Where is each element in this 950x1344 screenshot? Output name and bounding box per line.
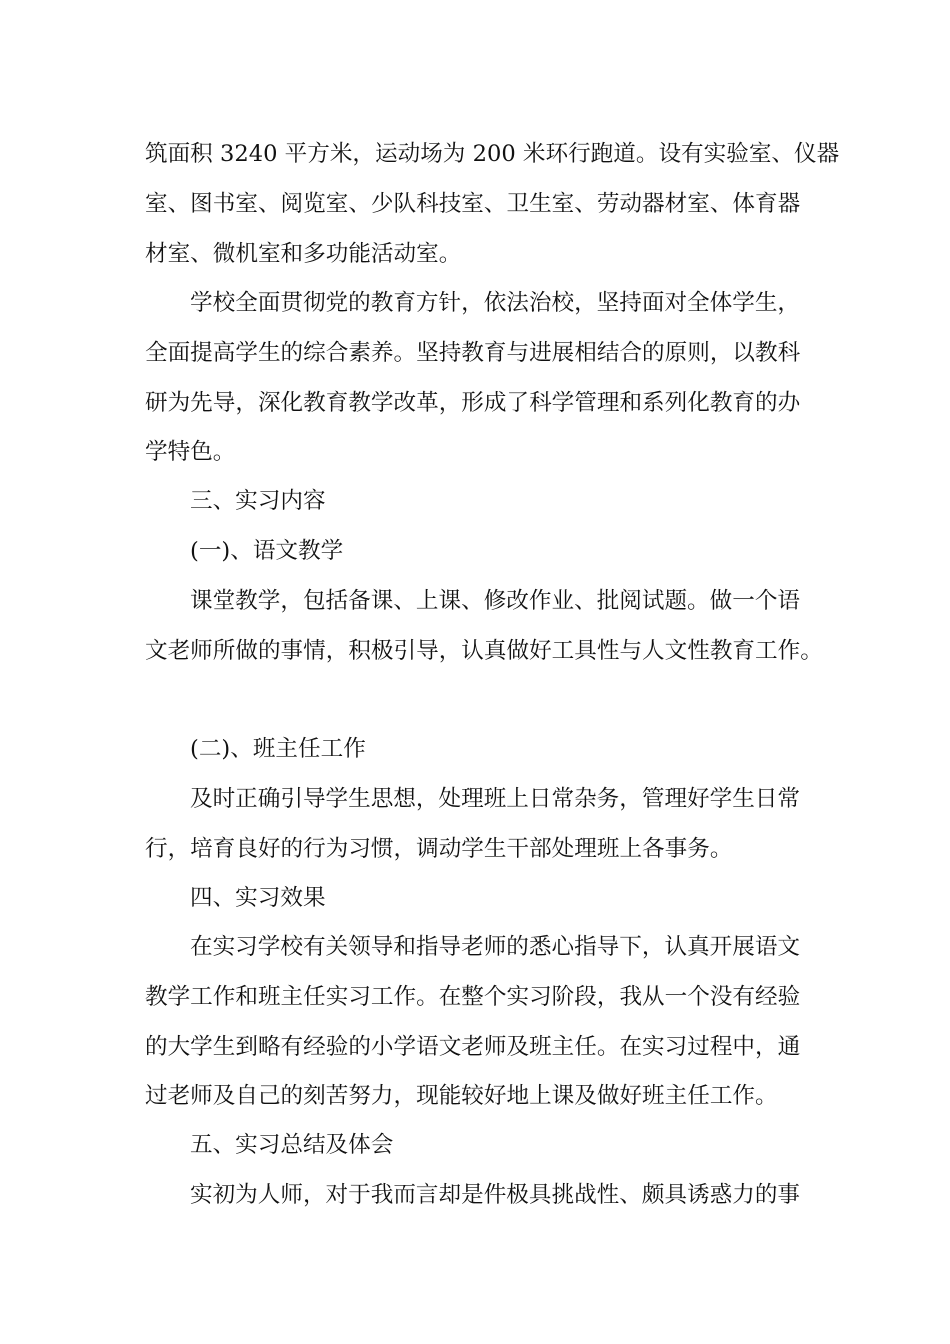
text-line: 室、图书室、阅览室、少队科技室、卫生室、劳动器材室、体育器 [145,191,801,217]
text-line: 材室、微机室和多功能活动室。 [145,241,462,267]
paragraph-start-line: 实初为人师，对于我而言却是件极具挑战性、颇具诱惑力的事 [190,1182,801,1208]
section-heading: 四、实习效果 [190,885,326,911]
text-line: 过老师及自己的刻苦努力，现能较好地上课及做好班主任工作。 [145,1083,778,1109]
text-line: 的大学生到略有经验的小学语文老师及班主任。在实习过程中，通 [145,1034,801,1060]
text-line: 研为先导，深化教育教学改革，形成了科学管理和系列化教育的办 [145,390,801,416]
paragraph-start-line: 学校全面贯彻党的教育方针，依法治校，坚持面对全体学生， [190,290,801,316]
paragraph-start-line: 课堂教学，包括备课、上课、修改作业、批阅试题。做一个语 [190,588,801,614]
text-line: 学特色。 [145,439,236,465]
text-line: 文老师所做的事情，积极引导，认真做好工具性与人文性教育工作。 [145,638,823,664]
text-line: 全面提高学生的综合素养。坚持教育与进展相结合的原则，以教科 [145,340,801,366]
paragraph-start-line: 及时正确引导学生思想，处理班上日常杂务，管理好学生日常 [190,786,801,812]
text-line: 筑面积 3240 平方米，运动场为 200 米环行跑道。设有实验室、仪器 [145,141,840,167]
subsection-heading: (二)、班主任工作 [190,736,366,762]
section-heading: 三、实习内容 [190,488,326,514]
subsection-heading: (一)、语文教学 [190,538,344,564]
paragraph-start-line: 在实习学校有关领导和指导老师的悉心指导下，认真开展语文 [190,934,801,960]
section-heading: 五、实习总结及体会 [190,1132,394,1158]
text-line: 教学工作和班主任实习工作。在整个实习阶段，我从一个没有经验 [145,984,801,1010]
text-line: 行，培育良好的行为习惯，调动学生干部处理班上各事务。 [145,836,733,862]
